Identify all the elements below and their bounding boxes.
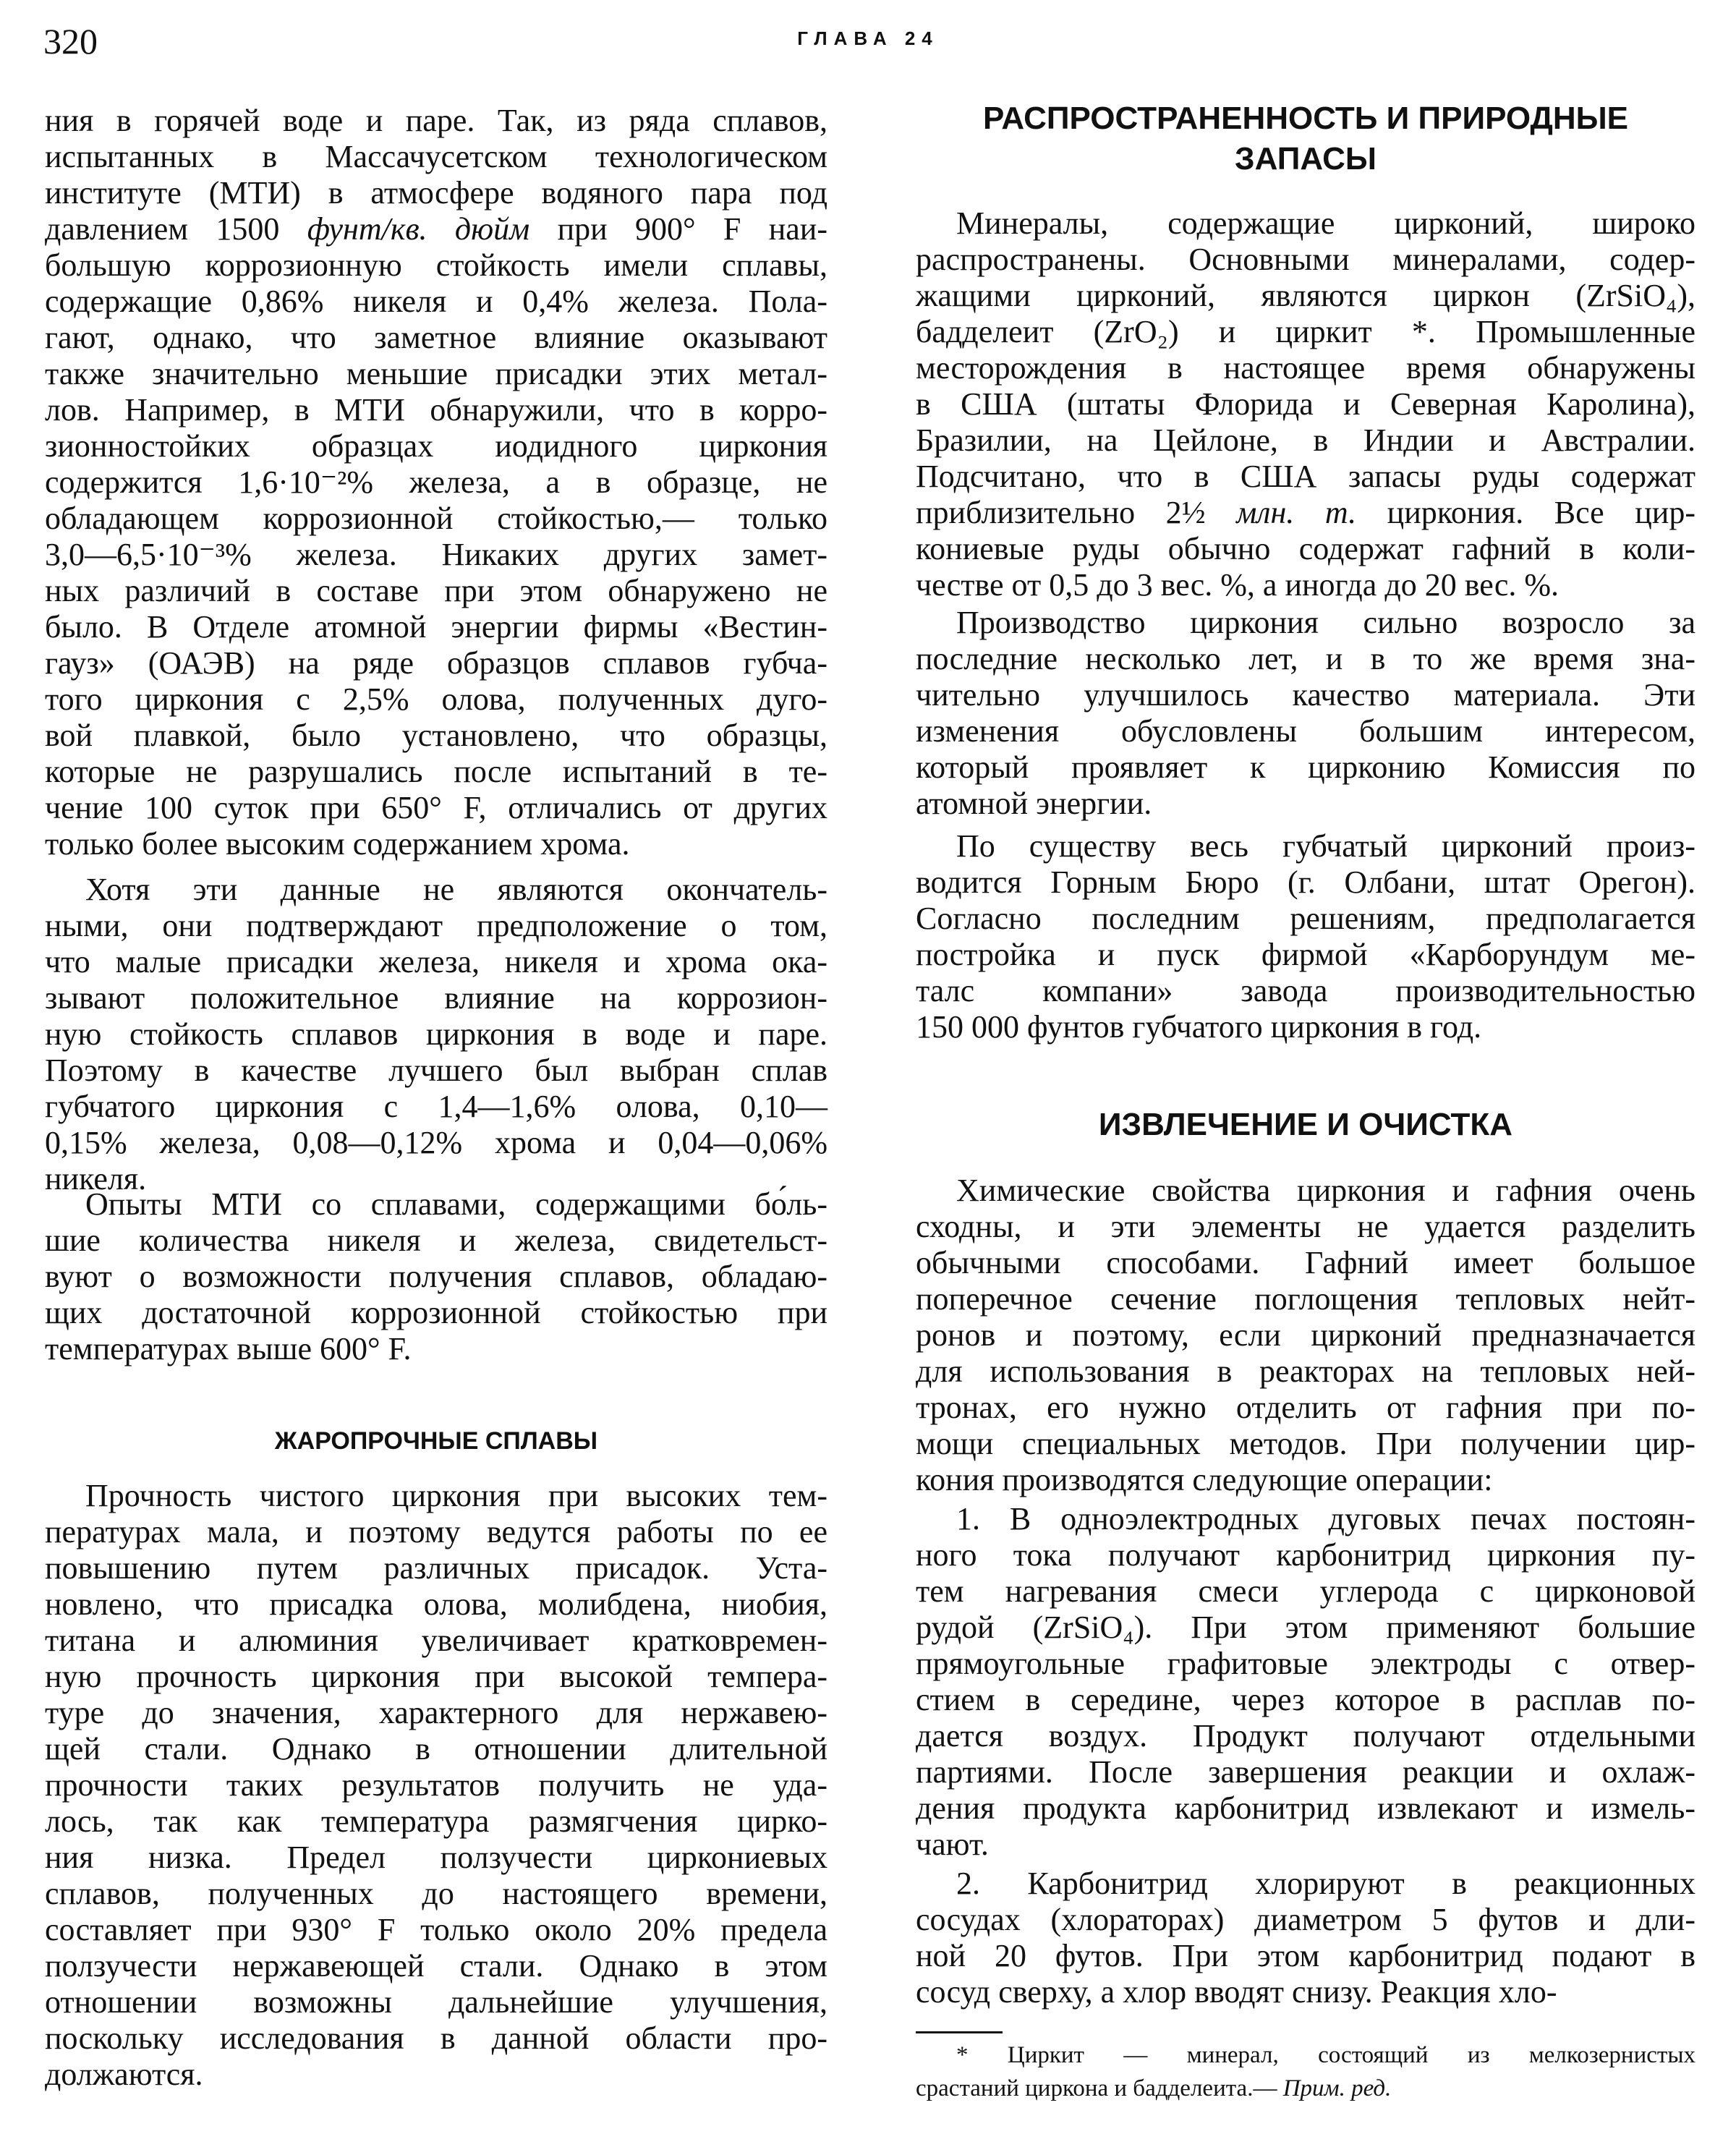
- text-line: Прочность чистого циркония при высоких тем-: [85, 1478, 827, 1513]
- text-line: обладающем коррозионной стойкостью,— только: [45, 501, 827, 536]
- text-line: пературах мала, и поэтому ведутся работы по ее: [45, 1514, 827, 1550]
- footnote: [916, 2039, 1695, 2105]
- text-line: Химические свойства циркония и гафния очень: [956, 1173, 1695, 1208]
- text-line: сходны, и эти элементы не удается разделить: [916, 1209, 1695, 1244]
- text-line: туре до значения, характерного для нержавею-: [45, 1695, 827, 1730]
- text-line: 0,15% железа, 0,08—0,12% хрома и 0,04—0,06%: [45, 1125, 827, 1160]
- footnote-divider: [916, 2031, 1003, 2033]
- text-line: ную стойкость сплавов циркония в воде и паре.: [45, 1016, 827, 1052]
- section-heading: ИЗВЛЕЧЕНИЕ И ОЧИСТКА: [1098, 1107, 1513, 1142]
- paragraph: [916, 1501, 1695, 1863]
- text-line: По существу весь губчатый цирконий произ-: [956, 828, 1695, 864]
- text-segment: срастаний циркона и бадделеита.—: [916, 2075, 1283, 2101]
- text-line: [916, 495, 1695, 531]
- text-line: чение 100 суток при 650° F, отличались от других: [45, 790, 827, 825]
- text-line: дения продукта карбонитрид извлекают и измель-: [916, 1790, 1695, 1826]
- text-line: институте (МТИ) в атмосфере водяного пара под: [45, 175, 827, 211]
- paragraph: [45, 1478, 827, 2093]
- text-line: зывают положительное влияние на коррозион-: [45, 980, 827, 1016]
- text-line: партиями. После завершения реакции и охлаж-: [916, 1754, 1695, 1790]
- text-line: * Циркит — минерал, состоящий из мелкозернистых: [956, 2042, 1695, 2068]
- text-line: месторождения в настоящее время обнаружены: [916, 350, 1695, 386]
- text-line: для использования в реакторах на тепловых ней-: [916, 1353, 1695, 1389]
- text-line: Хотя эти данные не являются окончатель-: [85, 872, 827, 907]
- text-line: атомной энергии.: [916, 786, 1152, 821]
- text-line: дается воздух. Продукт получают отдельными: [916, 1718, 1695, 1753]
- text-line: должаются.: [45, 2057, 203, 2092]
- heading-line: ЗАПАСЫ: [1235, 141, 1377, 177]
- text-line: только более высоким содержанием хрома.: [45, 826, 630, 862]
- text-line: жащими цирконий, являются циркон (ZrSiO₄),: [916, 278, 1695, 313]
- text-line: Производство циркония сильно возросло за: [956, 605, 1695, 640]
- text-line: того циркония с 2,5% олова, полученных дуго-: [45, 681, 827, 717]
- paragraph: [916, 205, 1695, 603]
- text-line: вуют о возможности получения сплавов, обладаю-: [45, 1259, 827, 1294]
- text-line: честве от 0,5 до 3 вес. %, а иногда до 20 вес. %.: [916, 567, 1560, 603]
- text-line: ными, они подтверждают предположение о том,: [45, 908, 827, 943]
- text-line: талс компани» завода производительностью: [916, 973, 1695, 1008]
- text-line: рудой (ZrSiO₄). При этом применяют большие: [916, 1610, 1695, 1645]
- paragraph: [916, 1173, 1695, 1498]
- text-line: Подсчитано, что в США запасы руды содержат: [916, 459, 1695, 494]
- text-line: 1. В одноэлектродных дуговых печах постоян-: [956, 1501, 1695, 1536]
- text-line: также значительно меньшие присадки этих метал-: [45, 356, 827, 391]
- text-line: щих достаточной коррозионной стойкостью при: [45, 1295, 827, 1330]
- text-line: Опыты МТИ со сплавами, содержащими бо́ль-: [85, 1186, 827, 1222]
- text-line: ную прочность циркония при высокой темпера-: [45, 1659, 827, 1694]
- text-line: кониевые руды обычно содержат гафний в коли-: [916, 531, 1695, 566]
- text-line: в США (штаты Флорида и Северная Каролина),: [916, 386, 1695, 422]
- text-line: лось, так как температура размягчения цирко-: [45, 1803, 827, 1839]
- heading-line: РАСПРОСТРАНЕННОСТЬ И ПРИРОДНЫЕ: [982, 101, 1629, 136]
- text-line: составляет при 930° F только около 20% предела: [45, 1912, 827, 1947]
- text-line: поскольку исследования в данной области про-: [45, 2020, 827, 2056]
- text-line: бадделеит (ZrO₂) и циркит *. Промышленные: [916, 314, 1695, 349]
- text-line: сплавов, полученных до настоящего времени,: [45, 1876, 827, 1911]
- text-line: ного тока получают карбонитрид циркония пу-: [916, 1537, 1695, 1573]
- text-line: чительно улучшилось качество материала. Эти: [916, 677, 1695, 713]
- text-line: Согласно последним решениям, предполагается: [916, 901, 1695, 936]
- text-line: мощи специальных методов. При получении цир-: [916, 1426, 1695, 1461]
- text-line: шие количества никеля и железа, свидетельст-: [45, 1223, 827, 1258]
- text-line: постройка и пуск фирмой «Карборундум ме-: [916, 937, 1695, 972]
- text-line: ния в горячей воде и паре. Так, из ряда сплавов,: [45, 103, 827, 138]
- text-line: чают.: [916, 1827, 989, 1862]
- text-line: 2. Карбонитрид хлорируют в реакционных: [956, 1866, 1695, 1901]
- text-line: гают, однако, что заметное влияние оказывают: [45, 320, 827, 355]
- text-line: содержится 1,6·10⁻²% железа, а в образце, не: [45, 464, 827, 500]
- text-line: [45, 211, 827, 247]
- paragraph: [916, 605, 1695, 822]
- text-line: никеля.: [45, 1161, 147, 1196]
- text-line: большую коррозионную стойкость имели сплавы,: [45, 247, 827, 283]
- text-line: Поэтому в качестве лучшего был выбран сплав: [45, 1053, 827, 1088]
- text-line: которые не разрушались после испытаний в те-: [45, 754, 827, 789]
- text-line: температурах выше 600° F.: [45, 1331, 412, 1366]
- text-line: было. В Отделе атомной энергии фирмы «Вестин-: [45, 609, 827, 645]
- text-line: прочности таких результатов получить не уда-: [45, 1767, 827, 1803]
- italic-text: млн. т.: [1236, 495, 1357, 530]
- text-line: 150 000 фунтов губчатого циркония в год.: [916, 1009, 1482, 1045]
- text-line: испытанных в Массачусетском технологическом: [45, 139, 827, 174]
- text-line: ной 20 футов. При этом карбонитрид подают в: [916, 1938, 1695, 1973]
- text-line: 3,0—6,5·10⁻³% железа. Никаких других замет-: [45, 537, 827, 572]
- text-line: ползучести нержавеющей стали. Однако в этом: [45, 1948, 827, 1984]
- text-line: [916, 2072, 1695, 2105]
- paragraph: [916, 1866, 1695, 2010]
- text-line: что малые присадки железа, никеля и хрома ока-: [45, 944, 827, 979]
- text-line: тронах, его нужно отделить от гафния при по-: [916, 1390, 1695, 1425]
- italic-text: фунт/кв. дюйм: [307, 211, 530, 247]
- text-line: титана и алюминия увеличивает кратковремен-: [45, 1623, 827, 1658]
- paragraph: [45, 103, 827, 862]
- text-line: который проявляет к цирконию Комиссия по: [916, 749, 1695, 785]
- text-line: гауз» (ОАЭВ) на ряде образцов сплавов губча-: [45, 645, 827, 681]
- text-line: сосудах (хлораторах) диаметром 5 футов и дли-: [916, 1902, 1695, 1937]
- text-segment: при 900° F наи-: [529, 211, 827, 247]
- text-line: стием в середине, через которое в расплав по-: [916, 1682, 1695, 1717]
- text-line: Бразилии, на Цейлоне, в Индии и Австралии.: [916, 422, 1695, 458]
- text-segment: давлением 1500: [45, 211, 307, 247]
- italic-text: Прим. ред.: [1282, 2075, 1392, 2101]
- paragraph: [916, 828, 1695, 1045]
- text-line: губчатого циркония с 1,4—1,6% олова, 0,10—: [45, 1089, 827, 1124]
- text-line: ронов и поэтому, если цирконий предназначается: [916, 1317, 1695, 1353]
- text-line: лов. Например, в МТИ обнаружили, что в корро-: [45, 392, 827, 428]
- text-segment: приблизительно 2½: [916, 495, 1237, 530]
- text-line: вой плавкой, было установлено, что образцы,: [45, 718, 827, 753]
- section-heading: ЖАРОПРОЧНЫЕ СПЛАВЫ: [274, 1427, 598, 1455]
- paragraph: [45, 1186, 827, 1367]
- page-number: 320: [43, 21, 98, 61]
- section-heading: [916, 98, 1695, 179]
- text-line: кония производятся следующие операции:: [916, 1462, 1493, 1497]
- text-line: повышению путем различных присадок. Уста-: [45, 1550, 827, 1586]
- text-line: ных различий в составе при этом обнаружено не: [45, 573, 827, 608]
- text-line: щей стали. Однако в отношении длительной: [45, 1731, 827, 1767]
- text-line: тем нагревания смеси углерода с цирконовой: [916, 1573, 1695, 1609]
- text-line: Минералы, содержащие цирконий, широко: [956, 205, 1695, 241]
- text-segment: циркония. Все цир-: [1356, 495, 1695, 530]
- running-title: ГЛАВА 24: [797, 27, 939, 49]
- text-line: изменения обусловлены большим интересом,: [916, 713, 1695, 749]
- text-line: поперечное сечение поглощения тепловых нейт-: [916, 1281, 1695, 1317]
- text-line: зионностойких образцах иодидного циркония: [45, 428, 827, 464]
- text-line: ния низка. Предел ползучести циркониевых: [45, 1840, 827, 1875]
- text-line: отношении возможны дальнейшие улучшения,: [45, 1984, 827, 2020]
- text-line: новлено, что присадка олова, молибдена, ниобия,: [45, 1586, 827, 1622]
- paragraph: [45, 872, 827, 1197]
- text-line: прямоугольные графитовые электроды с отвер-: [916, 1646, 1695, 1681]
- text-line: водится Горным Бюро (г. Олбани, штат Орегон).: [916, 864, 1695, 900]
- text-line: обычными способами. Гафний имеет большое: [916, 1245, 1695, 1280]
- text-line: содержащие 0,86% никеля и 0,4% железа. Пола-: [45, 284, 827, 319]
- text-line: сосуд сверху, а хлор вводят снизу. Реакция хло-: [916, 1974, 1557, 2010]
- text-line: распространены. Основными минералами, содер-: [916, 242, 1695, 277]
- text-line: последние несколько лет, и в то же время зна-: [916, 641, 1695, 676]
